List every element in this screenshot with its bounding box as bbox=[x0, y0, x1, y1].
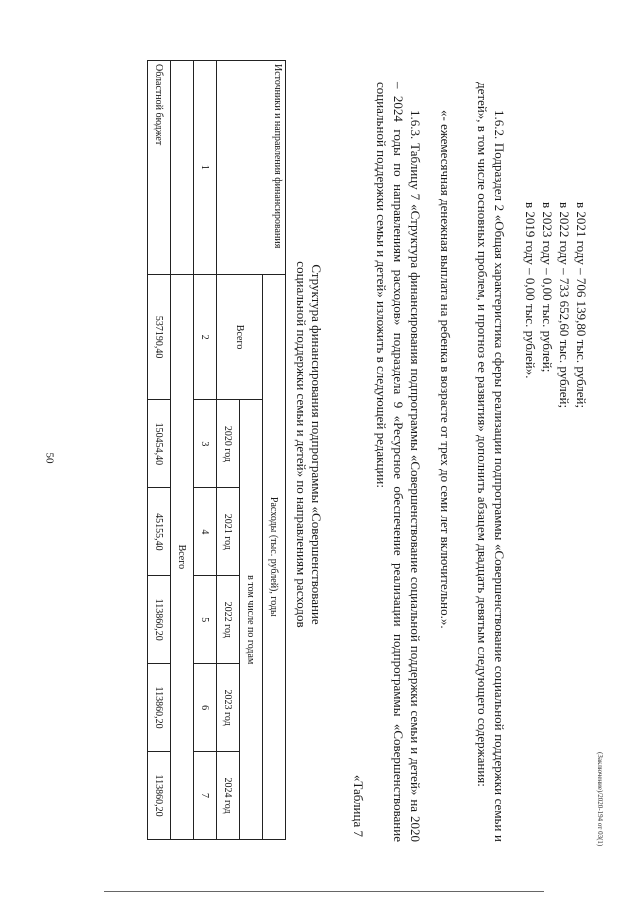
table-cell: 1 bbox=[194, 61, 217, 275]
table-cell bbox=[171, 61, 194, 275]
header-year: 2024 год bbox=[217, 752, 240, 840]
table-cell: 2 bbox=[194, 274, 217, 400]
table-section-row bbox=[171, 61, 194, 840]
table-cell: 113860,20 bbox=[148, 664, 171, 752]
list-line: в 2023 году – 0,00 тыс. рублей; bbox=[540, 202, 555, 373]
table-label: «Таблица 7 bbox=[351, 774, 366, 837]
table-cell: 45155,40 bbox=[148, 488, 171, 576]
funding-list bbox=[522, 202, 590, 408]
footer-note: (Заключение)/2020-194 от 03(1) bbox=[596, 752, 604, 847]
list-line: в 2022 году – 733 652,60 тыс. рублей; bbox=[557, 202, 572, 409]
header-year: 2023 год bbox=[217, 664, 240, 752]
list-line: в 2021 году – 706 139,80 тыс. рублей; bbox=[574, 202, 589, 409]
table-cell: 7 bbox=[194, 752, 217, 840]
table-numbering-row bbox=[194, 61, 217, 840]
header-source: Источники и направления финансирования bbox=[217, 61, 286, 275]
header-total: Всего bbox=[217, 274, 263, 400]
section-total: Всего bbox=[171, 274, 194, 839]
table-cell: 150454,40 bbox=[148, 400, 171, 488]
table-cell: 3 bbox=[194, 400, 217, 488]
table-caption: Структура финансирования подпрограммы «Совершенствование социальной поддержки семьи и детей» по направлениям расходов bbox=[294, 261, 324, 628]
paragraph-1-6-2: 1.6.2. Подраздел 2 «Общая характеристика сферы реализации подпрограммы «Совершенствование социальной поддержки семьи и детей», в том числе основных проблем, и прогноз ее развития» дополнить абзацем двадцать девятым следующего содержания: bbox=[475, 82, 507, 842]
financing-table bbox=[147, 60, 286, 840]
table-row bbox=[148, 61, 171, 840]
footer-divider bbox=[104, 891, 544, 892]
table-cell: 537190,40 bbox=[148, 274, 171, 400]
list-line: в 2019 году – 0,00 тыс. рублей». bbox=[523, 202, 538, 379]
header-expenses: Расходы (тыс. рублей), годы bbox=[263, 274, 286, 839]
header-year: 2021 год bbox=[217, 488, 240, 576]
table-cell: 6 bbox=[194, 664, 217, 752]
page-number: 50 bbox=[43, 452, 56, 464]
paragraph-quote: «- ежемесячная денежная выплата на ребенка в возрасте от трех до семи лет включительно.». bbox=[438, 110, 453, 629]
row-label: Областной бюджет bbox=[148, 61, 171, 275]
table-cell: 5 bbox=[194, 576, 217, 664]
table-cell: 4 bbox=[194, 488, 217, 576]
table-header-row bbox=[263, 61, 286, 840]
header-year: 2022 год bbox=[217, 576, 240, 664]
header-year: 2020 год bbox=[217, 400, 240, 488]
table-cell: 113860,20 bbox=[148, 576, 171, 664]
paragraph-1-6-3: 1.6.3. Таблицу 7 «Структура финансирования подпрограммы «Совершенствование социальной поддержки семьи и детей» на 2020 – 2024 годы по направлениям расходов» подраздела 9 «Ресурсное обеспечение реализации подпрограммы «Совершенствование социальной поддержки семьи и детей» изложить в следующей редакции: bbox=[374, 82, 423, 842]
table-cell: 113860,20 bbox=[148, 752, 171, 840]
rotated-page-content bbox=[30, 52, 620, 852]
header-incl-years: в том числе по годам bbox=[240, 400, 263, 840]
